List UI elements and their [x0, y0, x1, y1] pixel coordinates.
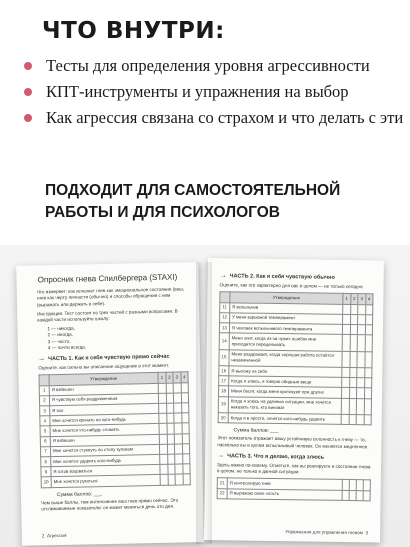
- row-statement: Я выхожу из себя: [229, 366, 342, 378]
- answer-cell: [357, 388, 365, 398]
- part1-heading: [38, 353, 188, 362]
- scale-item: 3 — часто,: [47, 338, 71, 344]
- answer-cell: [349, 368, 357, 378]
- part2-heading: [220, 273, 374, 281]
- part3-table: [217, 478, 371, 502]
- scale-item: 1 — никогда,: [47, 325, 75, 332]
- part1-sum: Сумма баллов: ___: [56, 490, 103, 498]
- table-header-num: [39, 375, 49, 385]
- row-number: 12: [220, 313, 230, 323]
- row-number: 15: [219, 349, 229, 366]
- page-footer-title: Агрессия: [46, 532, 67, 539]
- row-number: 7: [40, 447, 50, 457]
- row-number: 17: [219, 376, 229, 386]
- answer-cell: [343, 324, 351, 334]
- part3-note: Здесь важно по-своему. Отметьте, как вы реагируете в состоянии гнева в целом, не только в данной ситуации.: [216, 462, 371, 475]
- answer-cell: [357, 368, 365, 378]
- answer-cell: [365, 335, 373, 352]
- book-spine-shadow: [196, 262, 212, 544]
- page-left-title: Опросник гнева Спилбергера (STAXI): [37, 272, 178, 285]
- row-number: 10: [41, 477, 51, 487]
- part3-heading-text: ЧАСТЬ 3. Что я делаю, когда злюсь: [227, 453, 325, 461]
- answer-cell: [349, 415, 357, 425]
- row-number: 21: [217, 478, 227, 488]
- answer-cell: [181, 382, 189, 392]
- part3-heading: [217, 453, 371, 461]
- row-statement: Мне хочется кричать на кого-нибудь: [50, 414, 159, 426]
- answer-cell: [349, 388, 357, 398]
- row-statement: Я взбешен: [49, 383, 158, 395]
- part2-note: Оцените, как это характерно для вас в целом — не только сегодня.: [219, 282, 364, 290]
- table-header-col: 2: [350, 294, 358, 304]
- answer-cell: [341, 414, 349, 424]
- list-item: [20, 56, 405, 75]
- row-statement: Я контролирую гнев: [227, 478, 342, 490]
- row-statement: Мне хочется что-нибудь сломать: [50, 424, 159, 436]
- answer-cell: [363, 490, 370, 500]
- row-statement: Когда я злюсь, я говорю обидные вещи: [229, 376, 342, 388]
- answer-cell: [182, 444, 190, 454]
- list-item-text: КПТ-инструменты и упражнения на выбор: [46, 82, 349, 101]
- bullet-dot-icon: [24, 62, 32, 70]
- row-number: 13: [219, 323, 229, 333]
- answer-cell: [182, 454, 190, 464]
- row-statement: Я человек вспыльчивого темперамента: [229, 323, 342, 335]
- answer-cell: [356, 415, 364, 425]
- book-page-right: [204, 258, 384, 542]
- page-right-footer: [285, 529, 368, 536]
- answer-cell: [350, 304, 358, 314]
- table-header-statement: Утверждение: [49, 373, 158, 385]
- row-number: 19: [218, 396, 228, 413]
- row-statement: Мне хочется ударить кого-нибудь: [51, 454, 160, 466]
- answer-cell: [365, 325, 373, 335]
- answer-cell: [364, 378, 372, 388]
- answer-cell: [364, 351, 372, 368]
- row-statement: Мне хочется ругаться: [51, 475, 160, 487]
- row-number: 9: [41, 467, 51, 477]
- row-number: 1: [39, 385, 49, 395]
- table-row: [41, 474, 190, 487]
- row-number: 22: [217, 488, 227, 498]
- table-header-col: 3: [358, 294, 366, 304]
- row-statement: Меня злит, когда из-за чужих ошибок мне приходится переделывать: [229, 333, 343, 351]
- answer-cell: [182, 433, 190, 443]
- page-number: 3: [365, 530, 369, 536]
- table-header-col: 4: [365, 294, 373, 304]
- table-row: [218, 413, 371, 425]
- scale-item: 2 — иногда,: [47, 332, 74, 338]
- part2-mid-text: Этот показатель отражает вашу устойчивую склонность к гневу — то, насколько вы в целом вспыльчивый человек. Он меняется медленнее.: [217, 435, 369, 449]
- page-left-footer: [42, 533, 67, 540]
- row-number: 16: [219, 366, 229, 376]
- list-item-text: Как агрессия связана со страхом и что делать с эти: [46, 108, 404, 127]
- part1-table: [38, 372, 190, 488]
- answer-cell: [364, 388, 372, 398]
- feature-list: [20, 56, 405, 134]
- row-number: 6: [40, 436, 50, 446]
- row-number: 18: [219, 386, 229, 396]
- table-header-col: 1: [158, 373, 166, 383]
- answer-cell: [342, 378, 350, 388]
- row-number: 8: [41, 457, 51, 467]
- arrow-right-icon: →: [217, 452, 225, 460]
- table-header-num: [220, 292, 230, 302]
- answer-cell: [350, 325, 358, 335]
- table-row: [217, 488, 370, 500]
- answer-cell: [181, 403, 189, 413]
- table-header-col: 4: [180, 372, 188, 382]
- row-statement: Я вспыльчив: [230, 302, 343, 314]
- page-left-intro: Что измеряет: как исчезнет гнев как эмоциональное состояние (ваш, гнев как черту личности (обычно) и способы обращения с ним (выражать или держать в себе).: [36, 286, 185, 308]
- list-item: [20, 82, 405, 101]
- row-statement: Когда я в ярости, хочется кого-нибудь ударить: [228, 413, 341, 425]
- row-statement: Я чувствую себя раздраженным: [49, 393, 158, 405]
- part1-heading-text: ЧАСТЬ 1. Как я себя чувствую прямо сейчас: [48, 353, 170, 363]
- answer-cell: [365, 315, 373, 325]
- answer-cell: [363, 480, 370, 490]
- page-number: 2: [41, 533, 45, 539]
- row-number: 5: [40, 426, 50, 436]
- table-header-col: 2: [166, 373, 174, 383]
- answer-cell: [181, 413, 189, 423]
- page-footer-title: Упражнения для управления гневом: [285, 528, 364, 536]
- bullet-dot-icon: [24, 114, 32, 122]
- answer-cell: [182, 423, 190, 433]
- table-header-col: 3: [173, 372, 181, 382]
- answer-cell: [365, 304, 373, 314]
- row-statement: Я взбешен: [50, 434, 159, 446]
- bullet-dot-icon: [24, 88, 32, 96]
- audience-subheading: ПОДХОДИТ ДЛЯ САМОСТОЯТЕЛЬНОЙ РАБОТЫ И ДЛЯ ПСИХОЛОГОВ: [45, 182, 341, 221]
- part1-note: Оцените, как сильно вы описанное ощущение в этот момент.: [38, 362, 170, 371]
- row-statement: Меня раздражает, когда хорошая работа остаётся незамеченной: [229, 349, 343, 367]
- page-left-outro: Чем выше баллы, тем интенсивнее ваш гнев прямо сейчас. Это отслеживаемые показатели: он может меняться день ото дня.: [41, 497, 179, 512]
- list-item-text: Тесты для определения уровня агрессивности: [46, 56, 370, 75]
- row-number: 3: [40, 406, 50, 416]
- answer-cell: [182, 464, 190, 474]
- answer-cell: [343, 314, 351, 324]
- arrow-right-icon: →: [219, 272, 227, 280]
- answer-cell: [364, 415, 372, 425]
- answer-cell: [357, 325, 365, 335]
- page-left-instruction: Инструкция. Тест состоит из трех частей с разными вопросами. В каждой части используйте шкалу:: [37, 308, 178, 323]
- table-header-col: 1: [343, 294, 351, 304]
- answer-cell: [364, 368, 372, 378]
- answer-cell: [343, 304, 351, 314]
- answer-cell: [181, 393, 189, 403]
- row-number: 20: [218, 413, 228, 423]
- answer-cell: [358, 304, 366, 314]
- list-item: [20, 108, 405, 127]
- row-number: 11: [220, 302, 230, 312]
- row-statement: Я зол: [50, 403, 159, 415]
- row-number: 4: [40, 416, 50, 426]
- part2-sum: Сумма баллов: ___: [233, 427, 279, 435]
- part2-heading-text: ЧАСТЬ 2. Как я себя чувствую обычно: [229, 273, 335, 281]
- arrow-right-icon: →: [38, 355, 46, 363]
- answer-cell: [342, 388, 350, 398]
- answer-cell: [349, 378, 357, 388]
- row-statement: Меня бесит, когда меня критикуют при других: [228, 386, 341, 398]
- row-number: 14: [219, 333, 229, 350]
- answer-cell: [364, 398, 372, 415]
- row-statement: Я готов взорваться: [51, 465, 160, 477]
- part2-table: [218, 292, 374, 426]
- book-page-left: [16, 262, 204, 546]
- answer-cell: [342, 367, 350, 377]
- answer-cell: [358, 314, 366, 324]
- answer-cell: [350, 314, 358, 324]
- row-number: 2: [39, 396, 49, 406]
- row-statement: Я выражаю свою злость: [227, 488, 342, 500]
- page-heading: ЧТО ВНУТРИ:: [42, 18, 225, 44]
- row-statement: Когда я злюсь на удачные ситуации, мне хочется наказать того, кто виноват: [228, 396, 342, 414]
- scale-item: 4 — почти всегда.: [47, 344, 87, 351]
- answer-cell: [183, 474, 191, 484]
- row-statement: У меня взрывной темперамент: [229, 313, 342, 325]
- table-header-statement: Утверждение: [230, 292, 343, 304]
- row-statement: Мне хочется стукнуть по столу кулаком: [50, 444, 159, 456]
- answer-cell: [357, 378, 365, 388]
